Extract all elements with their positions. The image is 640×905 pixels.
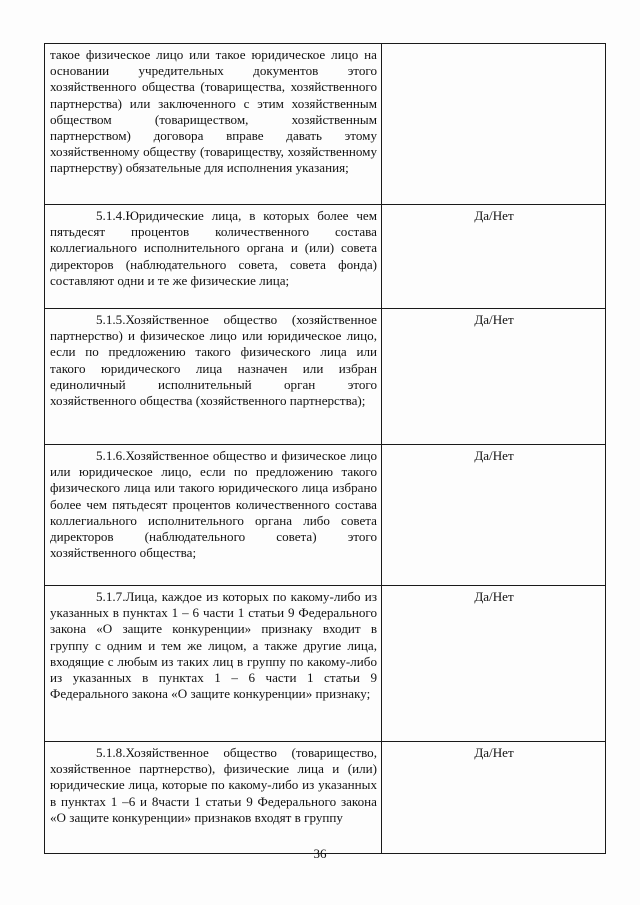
clause	[50, 312, 377, 409]
criterion-cell	[45, 205, 382, 309]
criterion-text: Хозяйственное общество (хозяйственное партнерство) и физическое лицо или юридическое лицо, если по предложению такого физического лица или такого юридического лица назначен или избран единоличный исполнительный орган этого хозяйственного общества (хозяйственного партнерства);	[50, 312, 377, 409]
criterion-cell	[45, 586, 382, 742]
table-row	[45, 586, 606, 742]
criterion-text: Лица, каждое из которых по какому-либо из указанных в пунктах 1 – 6 части 1 статьи 9 Федерального закона «О защите конкуренции» признаку входит в группу с одним и тем же лицом, а также другие лица, входящие с любым из таких лиц в группу по какому-либо из указанных в пунктах 1 – 6 части 1 статьи 9 Федерального закона «О защите конкуренции» признаку;	[50, 589, 377, 702]
answer-text: Да/Нет	[474, 312, 514, 327]
answer-cell	[382, 44, 606, 205]
table-row	[45, 205, 606, 309]
answer-text: Да/Нет	[474, 208, 514, 223]
clause	[50, 745, 377, 826]
criteria-table	[44, 43, 606, 854]
criterion-cell	[45, 309, 382, 445]
table-row	[45, 445, 606, 586]
table-row	[45, 44, 606, 205]
clause-number: 5.1.8.	[96, 745, 126, 760]
answer-cell	[382, 445, 606, 586]
clause	[50, 589, 377, 702]
criterion-text: Юридические лица, в которых более чем пятьдесят процентов количественного состава коллегиального исполнительного органа и (или) совета директоров (наблюдательного совета, совета фонда) составляют одни и те же физические лица;	[50, 208, 377, 288]
criterion-text: Хозяйственное общество (товарищество, хозяйственное партнерство), физические лица и (или) юридические лица, которые по какому-либо из указанных в пунктах 1 –6 и 8части 1 статьи 9 Федерального закона «О защите конкуренции» признаков входят в группу	[50, 745, 377, 825]
answer-text: Да/Нет	[474, 448, 514, 463]
criterion-cell	[45, 44, 382, 205]
answer-cell	[382, 205, 606, 309]
clause-number: 5.1.5.	[96, 312, 126, 327]
table-row	[45, 309, 606, 445]
answer-cell	[382, 742, 606, 854]
criterion-cell	[45, 742, 382, 854]
clause	[50, 448, 377, 561]
page-number: 36	[313, 846, 327, 861]
clause-number: 5.1.7.	[96, 589, 126, 604]
criterion-cell	[45, 445, 382, 586]
criterion-text: такое физическое лицо или такое юридическое лицо на основании учредительных документов этого хозяйственного общества (товарищества, хозяйственного партнерства) или заключенного с этим хозяйственным обществом (товариществом, хозяйственным партнерством) договора вправе давать этому хозяйственному обществу (товариществу, хозяйственному партнерству) обязательные для исполнения указания;	[50, 47, 377, 176]
criterion-text: Хозяйственное общество и физическое лицо или юридическое лицо, если по предложению такого физического лица или такого юридического лица избрано более чем пятьдесят процентов количественного состава коллегиального исполнительного органа либо совета директоров (наблюдательного совета) этого хозяйственного общества;	[50, 448, 377, 561]
clause	[50, 208, 377, 289]
clause-number: 5.1.4.	[96, 208, 126, 223]
answer-text: Да/Нет	[474, 589, 514, 604]
answer-cell	[382, 309, 606, 445]
table-row	[45, 742, 606, 854]
answer-text: Да/Нет	[474, 745, 514, 760]
answer-cell	[382, 586, 606, 742]
clause-number: 5.1.6.	[96, 448, 126, 463]
